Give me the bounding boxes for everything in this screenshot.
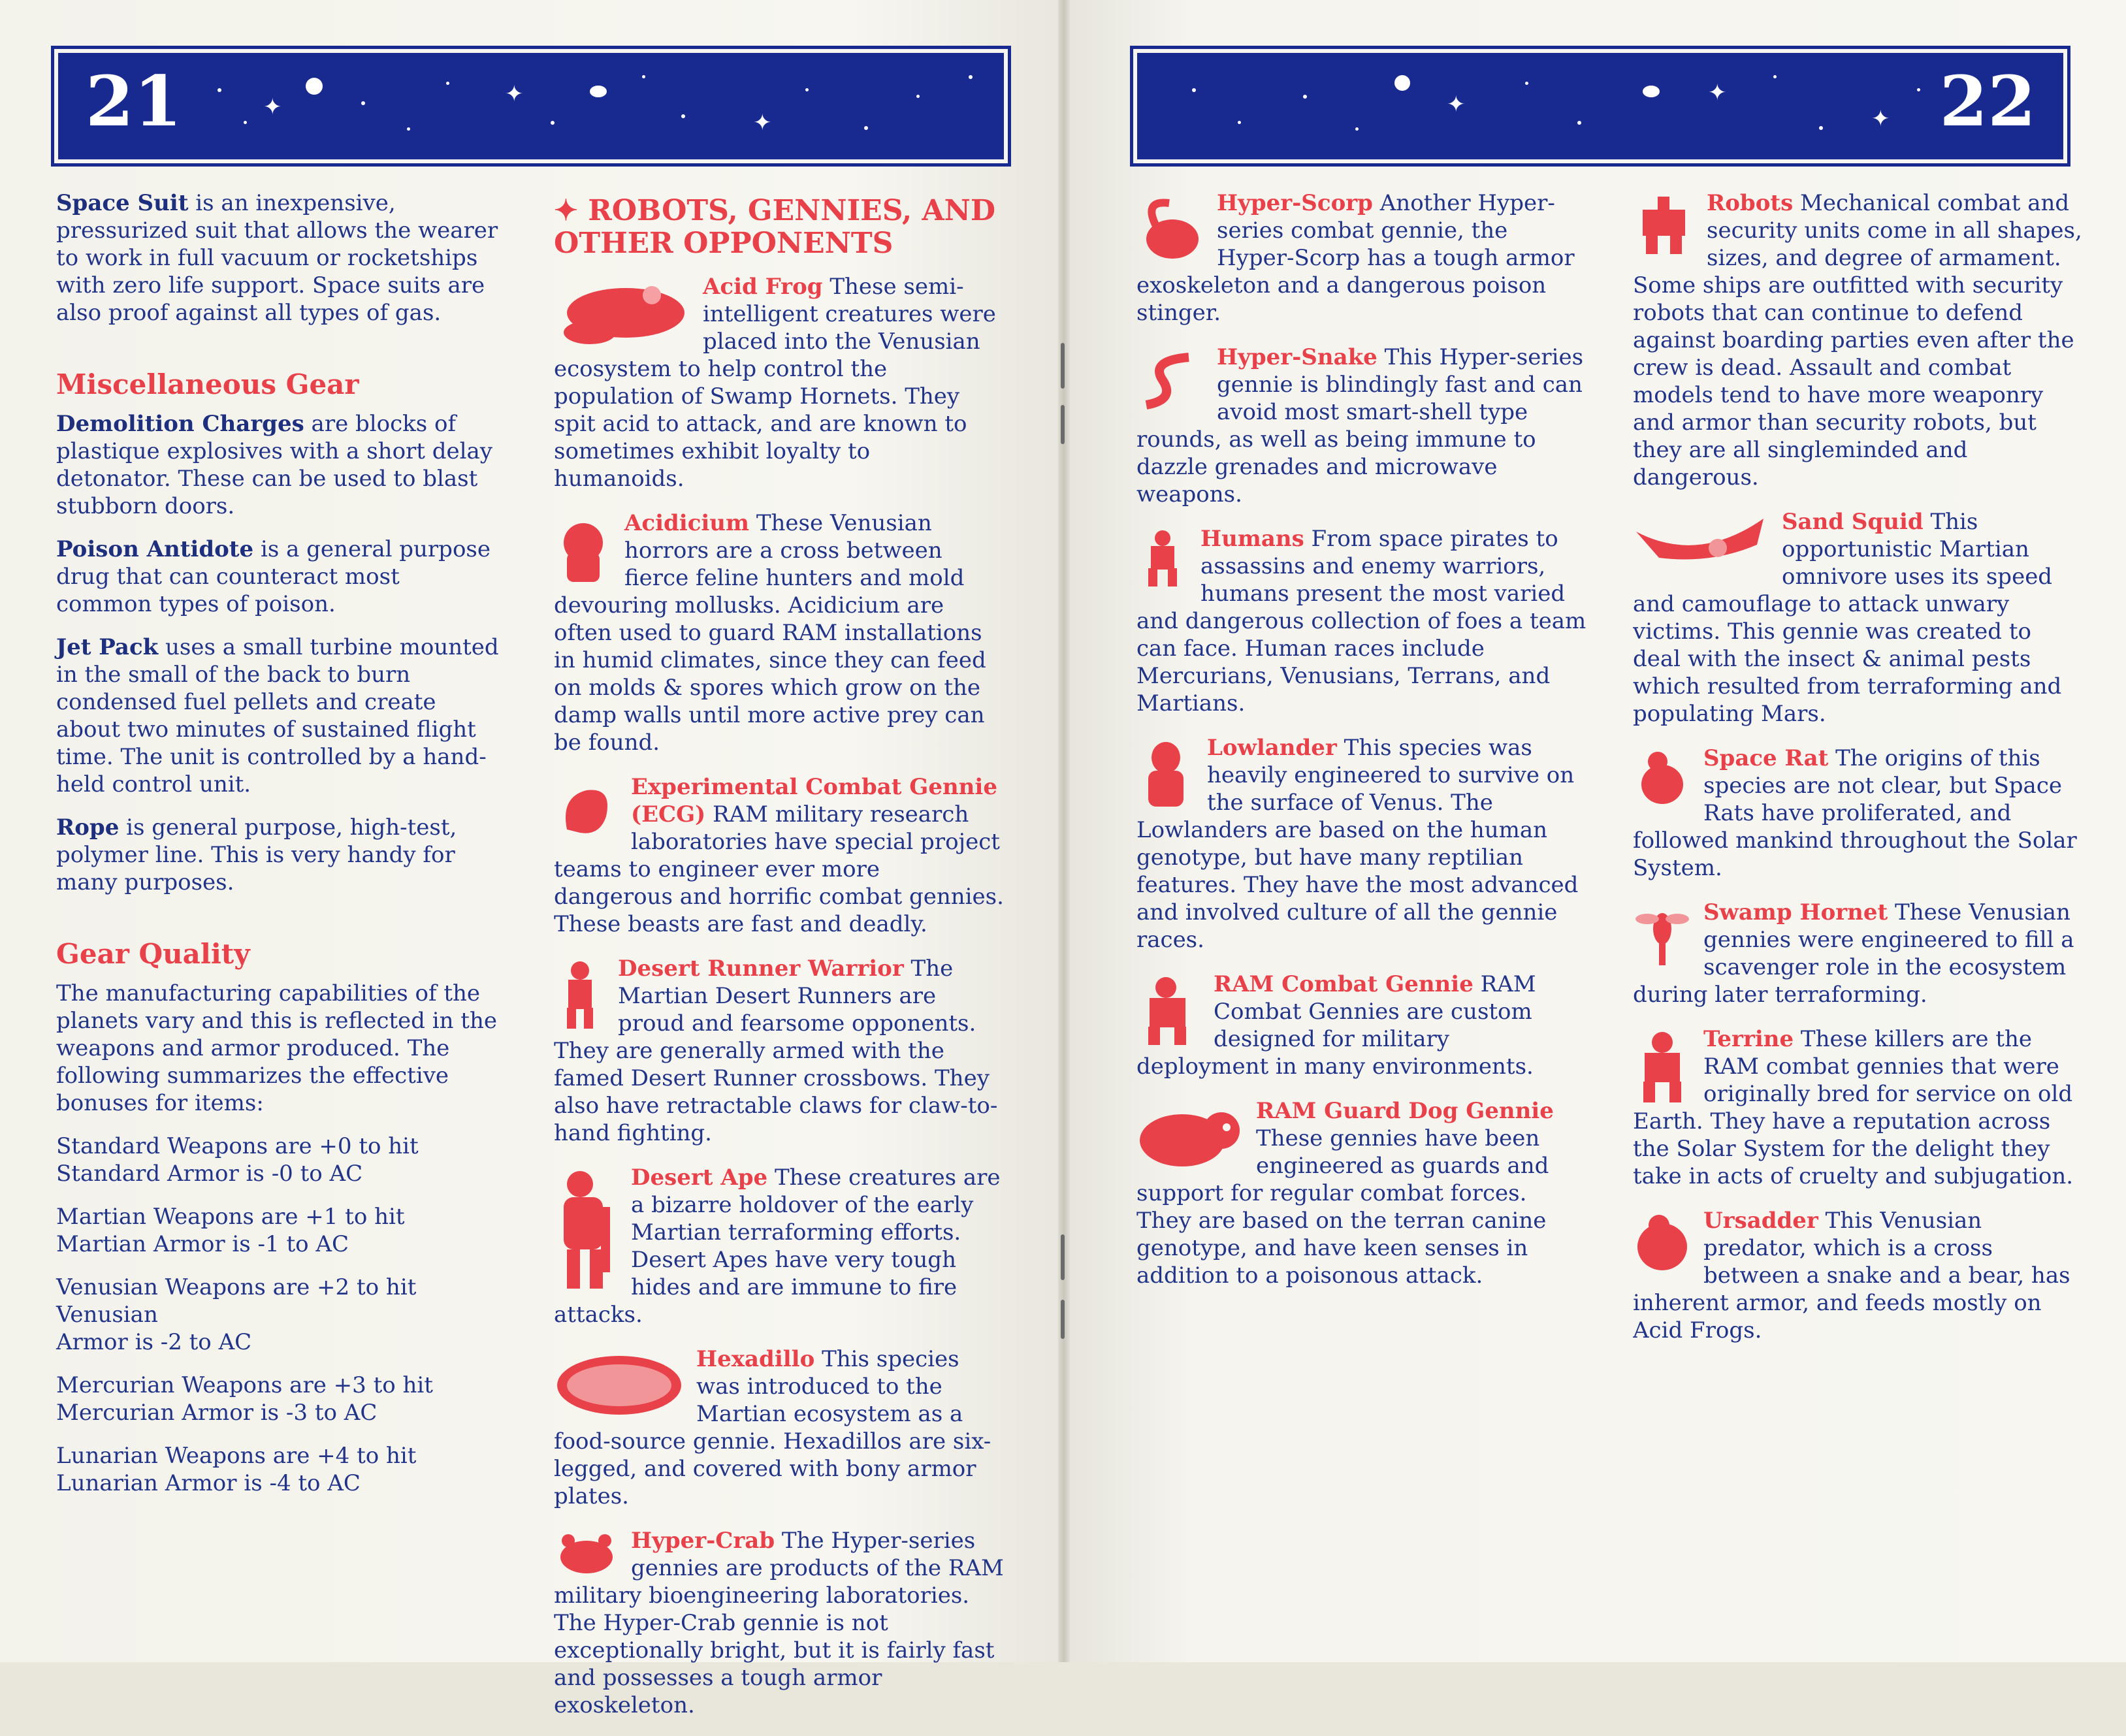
creature-description: The origins of this species are not clear, but Space Rats have proliferated, and followed mankind throughout the Solar System. (1633, 745, 2077, 881)
creature-name: Hyper-Snake (1217, 344, 1377, 370)
quality-armor: Mercurian Armor is -3 to AC (56, 1400, 378, 1426)
book-spine (1058, 0, 1070, 1662)
lowlander-icon (1136, 738, 1195, 810)
creature-description: This opportunistic Martian omnivore uses its speed and camouflage to attack unwary victims. This gennie was created to deal with the insect & animal pests which resulted from terraforming and populating Mars. (1633, 509, 2062, 727)
star-icon (1192, 88, 1196, 92)
gear-description: is a general purpose drug that can counteract most common types of poison. (56, 536, 491, 617)
star-icon (1773, 75, 1777, 78)
quality-armor: Standard Armor is -0 to AC (56, 1161, 363, 1187)
quality-row (56, 1274, 500, 1356)
creature-entry (1136, 189, 1587, 327)
swamp-hornet-icon (1633, 903, 1692, 968)
star-icon (1525, 82, 1528, 85)
creature-name: Acid Frog (703, 274, 823, 300)
star-icon (969, 75, 973, 79)
staple (1061, 1234, 1065, 1280)
creature-entry (554, 1164, 1005, 1328)
hyper-scorp-icon (1136, 193, 1205, 265)
creature-description: These Venusian horrors are a cross between fierce feline hunters and mold devouring mollusks. Acidicium are often used to guard RAM installations in humid climates, since they can feed on molds & spores which grow on the damp walls until more active prey can be found. (554, 510, 986, 756)
quality-intro: The manufacturing capabilities of the planets vary and this is reflected in the weapons and armor produced. The following summarizes the effective bonuses for items: (56, 980, 497, 1116)
star-icon (642, 75, 645, 78)
quality-weapons: Standard Weapons are +0 to hit (56, 1133, 419, 1159)
creature-description: This Hyper-series gennie is blindingly fast and can avoid most smart-shell type rounds, as well as being immune to dazzle grenades and microwave weapons. (1136, 344, 1584, 507)
gear-term: Jet Pack (56, 634, 159, 660)
page-number: 22 (1939, 60, 2036, 142)
gear-description: are blocks of plastique explosives with a short delay detonator. These can be used to blast stubborn doors. (56, 411, 492, 519)
star-icon (446, 82, 449, 85)
gear-term: Poison Antidote (56, 536, 254, 562)
page-number: 21 (86, 60, 182, 142)
creature-description: These creatures are a bizarre holdover of the early Martian terraforming efforts. Desert Apes have very tough hides and are immune to fire attacks. (554, 1165, 1001, 1328)
staple (1061, 1300, 1065, 1339)
creature-description: RAM Combat Gennies are custom designed for military deployment in many environments. (1136, 971, 1536, 1080)
gear-paragraph (56, 536, 500, 618)
quality-armor: Armor is -2 to AC (56, 1329, 252, 1355)
guard-dog-icon (1136, 1101, 1244, 1173)
humans-icon (1136, 529, 1189, 588)
star-icon (916, 95, 920, 98)
moon-icon (306, 78, 323, 95)
star-icon (1303, 95, 1307, 99)
creature-description: These gennies have been engineered as guards and support for regular combat forces. They are based on the terran canine genotype, and have keen senses in addition to a poisonous attack. (1136, 1125, 1549, 1289)
creature-entry (1136, 1097, 1587, 1289)
creature-entry (554, 509, 1005, 756)
creature-name: Desert Ape (631, 1165, 768, 1191)
creature-description: These semi-intelligent creatures were placed into the Venusian ecosystem to help control the population of Swamp Hornets. They spit acid to attack, and are known to sometimes exhibit loyalty to humanoids. (554, 274, 996, 492)
star-icon (681, 114, 685, 118)
creature-description: The Martian Desert Runners are proud and fearsome opponents. They are generally armed with the famed Desert Runner crossbows. They also have retractable claws for claw-to-hand fighting. (554, 956, 998, 1146)
terrine-icon (1633, 1029, 1692, 1104)
sparkle-icon: ✦ (263, 94, 282, 120)
desert-runner-icon (554, 959, 606, 1031)
page-header-banner-left (51, 46, 1011, 167)
sparkle-icon: ✦ (505, 81, 524, 107)
quality-armor: Lunarian Armor is -4 to AC (56, 1470, 361, 1496)
creature-name: Hyper-Crab (631, 1528, 775, 1554)
section-title (554, 195, 1005, 260)
right-column-opponents-1 (1136, 189, 1587, 1306)
quality-row (56, 1203, 500, 1258)
section-heading: Gear Quality (56, 938, 250, 970)
space-rat-icon (1633, 748, 1692, 811)
star-icon (1355, 127, 1359, 131)
star-icon (407, 127, 410, 131)
section-heading: Miscellaneous Gear (56, 368, 359, 400)
creature-name: Space Rat (1703, 745, 1829, 771)
creature-entry (1633, 1207, 2084, 1344)
creature-name: Terrine (1703, 1026, 1794, 1052)
creature-name: Experimental Combat Gennie (ECG) (631, 774, 997, 828)
creature-name: Ursadder (1703, 1208, 1818, 1234)
planet-icon (590, 86, 607, 97)
acidicium-icon (554, 513, 613, 585)
creature-entry (554, 773, 1005, 938)
quality-row (56, 1372, 500, 1426)
creature-description: These Venusian gennies were engineered to fill a scavenger role in the ecosystem during later terraforming. (1633, 899, 2074, 1008)
creature-entry (554, 1527, 1005, 1719)
moon-icon (1394, 75, 1410, 91)
star-icon (244, 121, 247, 124)
creature-description: The Hyper-series gennies are products of the RAM military bioengineering laboratories. The Hyper-Crab gennie is not exceptionally bright, but it is fairly fast and possesses a tough armor exoskeleton. (554, 1528, 1004, 1718)
robot-icon (1633, 193, 1695, 255)
creature-entry (1136, 734, 1587, 954)
page-header-banner-right (1130, 46, 2070, 167)
quality-weapons: Venusian Weapons are +2 to hit Venusian (56, 1274, 417, 1328)
gear-paragraph (56, 410, 500, 520)
creature-description: This Venusian predator, which is a cross between a snake and a bear, has inherent armor, and feeds mostly on Acid Frogs. (1633, 1208, 2070, 1343)
quality-row (56, 1133, 500, 1187)
star-icon (361, 101, 365, 105)
ursadder-icon (1633, 1211, 1692, 1273)
creature-entry (554, 1345, 1005, 1510)
ram-combat-gennie-icon (1136, 974, 1202, 1046)
left-column-opponents (554, 195, 1005, 1736)
quality-weapons: Mercurian Weapons are +3 to hit (56, 1372, 433, 1398)
creature-entry (1633, 189, 2084, 491)
gear-paragraph (56, 814, 500, 896)
creature-entry (1136, 971, 1587, 1080)
right-column-opponents-2 (1633, 189, 2084, 1361)
diamond-icon: ✦ (554, 194, 578, 227)
creature-entry (1633, 1025, 2084, 1190)
gear-description: uses a small turbine mounted in the small of the back to burn condensed fuel pellets and create about two minutes of sustained flight time. The unit is controlled by a hand-held control unit. (56, 634, 499, 797)
star-icon (551, 121, 555, 125)
hexadillo-icon (554, 1349, 685, 1421)
hyper-snake-icon (1136, 347, 1205, 413)
creature-name: Robots (1707, 190, 1794, 216)
creature-description: This species was introduced to the Martian ecosystem as a food-source gennie. Hexadillos are six-legged, and covered with bony armor plates. (554, 1346, 991, 1509)
staple (1061, 405, 1065, 444)
gear-description: is general purpose, high-test, polymer line. This is very handy for many purposes. (56, 814, 457, 895)
star-icon (217, 88, 221, 92)
sparkle-icon: ✦ (753, 110, 772, 136)
star-icon (1577, 121, 1581, 125)
planet-icon (1643, 86, 1660, 97)
gear-description: is an inexpensive, pressurized suit that allows the wearer to work in full vacuum or rocketships with zero life support. Space suits are also proof against all types of gas. (56, 190, 498, 326)
sparkle-icon: ✦ (1871, 106, 1890, 132)
creature-description: From space pirates to assassins and enemy warriors, humans present the most varied and dangerous collection of foes a team can face. Human races include Mercurians, Venusians, Terrans, and Martians. (1136, 526, 1586, 716)
creature-name: Hexadillo (696, 1346, 815, 1372)
star-icon (864, 126, 868, 130)
star-icon (1819, 126, 1823, 130)
section-title-text: ROBOTS, GENNIES, AND OTHER OPPONENTS (554, 194, 996, 260)
star-icon (1917, 88, 1920, 91)
creature-description: Mechanical combat and security units come in all shapes, sizes, and degree of armament. Some ships are outfitted with security robots that can continue to defend against boarding parties even after the crew is dead. Assault and combat models tend to have more weaponry and armor than security robots, but they are all singleminded and dangerous. (1633, 190, 2082, 490)
sparkle-icon: ✦ (1708, 80, 1727, 106)
creature-name: RAM Guard Dog Gennie (1256, 1098, 1554, 1124)
ecg-icon (554, 777, 619, 843)
creature-name: Lowlander (1207, 735, 1337, 761)
sand-squid-icon (1633, 512, 1770, 564)
star-icon (1238, 121, 1241, 124)
gear-paragraph (56, 634, 500, 798)
star-icon (805, 88, 809, 91)
creature-entry (1633, 899, 2084, 1008)
creature-entry (554, 273, 1005, 492)
creature-name: Sand Squid (1782, 509, 1924, 535)
creature-name: Swamp Hornet (1703, 899, 1888, 925)
staple (1061, 343, 1065, 389)
creature-description: This species was heavily engineered to survive on the surface of Venus. The Lowlanders are based on the human genotype, but have many reptilian features. They have the most advanced and involved culture of all the gennie races. (1136, 735, 1579, 953)
creature-description: RAM military research laboratories have special project teams to engineer ever more dangerous and horrific combat gennies. These beasts are fast and deadly. (554, 801, 1004, 937)
gear-paragraph (56, 189, 500, 327)
left-column-gear (56, 189, 500, 1513)
creature-entry (1633, 508, 2084, 728)
creature-description: Another Hyper-series combat gennie, the Hyper-Scorp has a tough armor exoskeleton and a dangerous poison stinger. (1136, 190, 1575, 326)
creature-name: Acidicium (624, 510, 750, 536)
creature-entry (1136, 525, 1587, 717)
creature-description: These killers are the RAM combat gennies that were originally bred for service on old Earth. They have a reputation across the Solar System for the delight they take in acts of cruelty and subjugation. (1633, 1026, 2074, 1189)
creature-name: RAM Combat Gennie (1214, 971, 1474, 997)
gear-term: Demolition Charges (56, 411, 304, 437)
acid-frog-icon (554, 277, 691, 349)
gear-term: Rope (56, 814, 120, 841)
desert-ape-icon (554, 1168, 619, 1292)
gear-term: Space Suit (56, 190, 189, 216)
creature-entry (554, 955, 1005, 1147)
creature-name: Hyper-Scorp (1217, 190, 1373, 216)
creature-entry (1136, 344, 1587, 508)
creature-name: Humans (1200, 526, 1304, 552)
hyper-crab-icon (554, 1531, 619, 1577)
creature-name: Desert Runner Warrior (618, 956, 904, 982)
quality-row (56, 1442, 500, 1497)
quality-weapons: Martian Weapons are +1 to hit (56, 1204, 405, 1230)
creature-entry (1633, 745, 2084, 882)
quality-weapons: Lunarian Weapons are +4 to hit (56, 1443, 417, 1469)
quality-armor: Martian Armor is -1 to AC (56, 1231, 349, 1257)
sparkle-icon: ✦ (1447, 91, 1466, 118)
